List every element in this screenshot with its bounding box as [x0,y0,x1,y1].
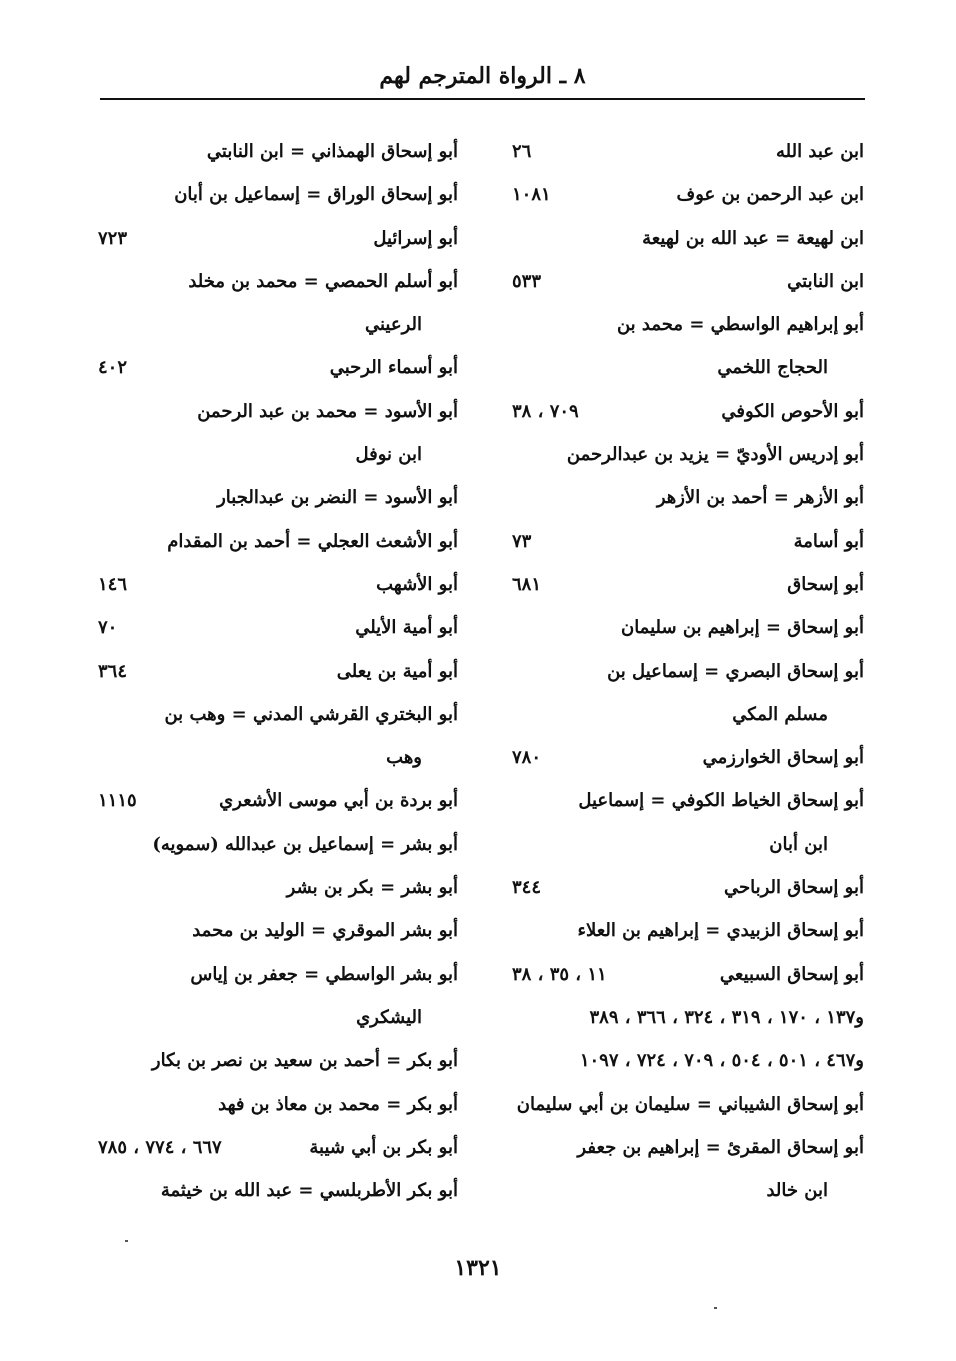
narrator-name: ابن أبان [769,833,828,855]
narrator-entry [492,217,864,260]
page-refs: ٦٨١ [512,573,542,595]
narrator-name: ابن عبد الرحمن بن عوف [676,184,864,206]
page-number: ١٣٢١ [454,1255,502,1281]
narrator-name: أبو أمية الأيلي [355,617,458,639]
narrator-entry [492,260,864,303]
narrator-entry [98,823,458,866]
narrator-entry [98,260,458,303]
narrator-name: أبو إسحاق الزبيدي = إبراهيم بن العلاء [577,920,864,942]
narrator-name: ابن خالد [766,1180,828,1202]
narrator-name: أبو إسحاق الخوارزمي [702,747,864,769]
narrator-name: أبو إسحاق الشيباني = سليمان بن أبي سليمان [516,1093,864,1115]
narrator-name: أبو إسحاق الخياط الكوفي = إسماعيل [578,790,864,812]
narrator-entry [492,953,864,996]
narrator-name: أبو أسماء الرحبي [329,357,458,379]
narrator-name: أبو أسلم الحمصي = محمد بن مخلد [188,270,458,292]
page-refs: ٧٠٩ ، ٣٨ [512,400,579,422]
page-refs: و٤٦٧ ، ٥٠١ ، ٥٠٤ ، ٧٠٩ ، ٧٢٤ ، ١٠٩٧ [579,1050,864,1072]
narrator-name: أبو بشر = بكر بن بشر [286,877,458,899]
narrator-entry [492,606,864,649]
narrator-entry [492,736,864,779]
narrator-entry [492,563,864,606]
narrator-name: أبو إسحاق = إبراهيم بن سليمان [620,617,864,639]
right-column [492,130,864,1212]
narrator-name: أبو إسحاق الوراق = إسماعيل بن أبان [174,184,458,206]
entry-continuation [492,1169,864,1212]
page-refs: ٧٠ [98,617,118,639]
narrator-name: أبو بكر بن أبي شيبة [309,1136,458,1158]
narrator-name: أبو إسحاق المقرئ = إبراهيم بن جعفر [577,1136,864,1158]
narrator-name: مسلم المكي [732,703,828,725]
narrator-entry [492,303,864,346]
section-title: ٨ ـ الرواة المترجم لهم [379,63,586,89]
narrator-name: أبو بردة بن أبي موسى الأشعري [219,790,458,812]
narrator-entry [492,1083,864,1126]
narrator-name: أبو بشر الواسطي = جعفر بن إياس [190,963,458,985]
narrator-name: أبو أمية بن يعلى [336,660,458,682]
narrator-entry [98,390,458,433]
narrator-name: أبو إسحاق الهمذاني = ابن النابتي [206,141,458,162]
narrator-entry [98,1126,458,1169]
narrator-name: الرعيني [364,314,422,336]
page-refs: ١١ ، ٣٥ ، ٣٨ [512,963,607,985]
narrator-name: أبو بكر الأطربلسي = عبد الله بن خيثمة [160,1180,458,1202]
entry-continuation [98,433,458,476]
narrator-entry [98,693,458,736]
narrator-name: ابن لهيعة = عبد الله بن لهيعة [642,227,864,249]
narrator-name: أبو إدريس الأوديّ = يزيد بن عبدالرحمن [566,444,864,466]
left-column [98,130,458,1212]
narrator-name: أبو إسحاق البصري = إسماعيل بن [607,660,864,682]
entry-continuation [98,736,458,779]
narrator-entry [492,476,864,519]
narrator-entry [492,433,864,476]
narrator-name: أبو بكر = أحمد بن سعيد بن نصر بن بكار [151,1050,458,1072]
narrator-entry [492,1126,864,1169]
narrator-entry [492,779,864,822]
page-refs: و١٣٧ ، ١٧٠ ، ٣١٩ ، ٣٢٤ ، ٣٦٦ ، ٣٨٩ [589,1006,864,1028]
narrator-name: ابن النابتي [787,270,864,292]
narrator-name: أبو بكر = محمد بن معاذ بن فهد [218,1093,458,1115]
narrator-name: ابن نوفل [355,444,422,466]
narrator-name: أبو البختري القرشي المدني = وهب بن [164,703,458,725]
page-refs: ٧٨٠ [512,747,542,769]
entry-continuation [492,346,864,389]
narrator-name: أبو الأشعث العجلي = أحمد بن المقدام [167,530,458,552]
narrator-name: الحجاج اللخمي [717,357,828,379]
narrator-entry [98,217,458,260]
narrator-entry [492,390,864,433]
entry-continuation [98,996,458,1039]
narrator-entry [98,779,458,822]
narrator-entry [98,1169,458,1212]
narrator-entry [492,173,864,216]
narrator-name: ابن عبد الله [776,141,864,162]
narrator-entry [98,130,458,173]
narrator-entry [98,953,458,996]
narrator-name: أبو الأسود = النضر بن عبدالجبار [217,487,458,509]
page-refs: ٣٤٤ [512,877,542,899]
narrator-entry [98,520,458,563]
page-refs: ١٠٨١ [512,184,551,206]
narrator-name: أبو إسحاق السبيعي [719,963,864,985]
narrator-entry [98,173,458,216]
running-header [100,58,865,100]
entry-continuation [492,823,864,866]
entry-page-refs [492,1039,864,1082]
entry-continuation [98,303,458,346]
narrator-entry [98,1039,458,1082]
page-refs: ٣٦٤ [98,660,128,682]
narrator-entry [98,909,458,952]
narrator-entry [492,866,864,909]
narrator-name: أبو إبراهيم الواسطي = محمد بن [616,314,864,336]
page-refs: ١١١٥ [98,790,137,812]
narrator-name: أبو إسحاق [787,573,864,595]
narrator-entry [98,1083,458,1126]
narrator-entry [492,909,864,952]
page-refs: ٥٣٣ [512,270,542,292]
narrator-entry [492,650,864,693]
page-refs: ٧٣ [512,530,532,552]
page-refs: ٧٢٣ [98,227,128,249]
narrator-entry [98,606,458,649]
narrator-name: أبو إسحاق الرباحي [723,877,864,899]
page-refs: ٦٦٧ ، ٧٧٤ ، ٧٨٥ [98,1136,222,1158]
narrator-name: أبو الأشهب [376,573,458,595]
narrator-name: وهب [386,747,422,769]
scan-speck [714,1307,717,1309]
narrator-name: أبو الأزهر = أحمد بن الأزهر [656,487,864,509]
entry-page-refs [492,996,864,1039]
scan-speck [125,1240,128,1242]
page-refs: ٢٦ [512,141,532,162]
narrator-entry [98,650,458,693]
narrator-name: أبو إسرائيل [373,227,458,249]
narrator-name: أبو بشر = إسماعيل بن عبدالله (سمويه) [152,833,458,855]
page-refs: ٤٠٢ [98,357,128,379]
narrator-entry [492,520,864,563]
narrator-entry [98,346,458,389]
narrator-entry [98,866,458,909]
narrator-name: أبو أسامة [793,530,864,552]
narrator-entry [98,563,458,606]
narrator-entry [98,476,458,519]
narrator-entry [492,130,864,173]
narrator-name: اليشكري [356,1006,422,1028]
narrator-name: أبو بشر الموقري = الوليد بن محمد [192,920,458,942]
narrator-name: أبو الأسود = محمد بن عبد الرحمن [197,400,458,422]
narrator-name: أبو الأحوص الكوفي [721,400,864,422]
page-refs: ١٤٦ [98,573,128,595]
entry-continuation [492,693,864,736]
